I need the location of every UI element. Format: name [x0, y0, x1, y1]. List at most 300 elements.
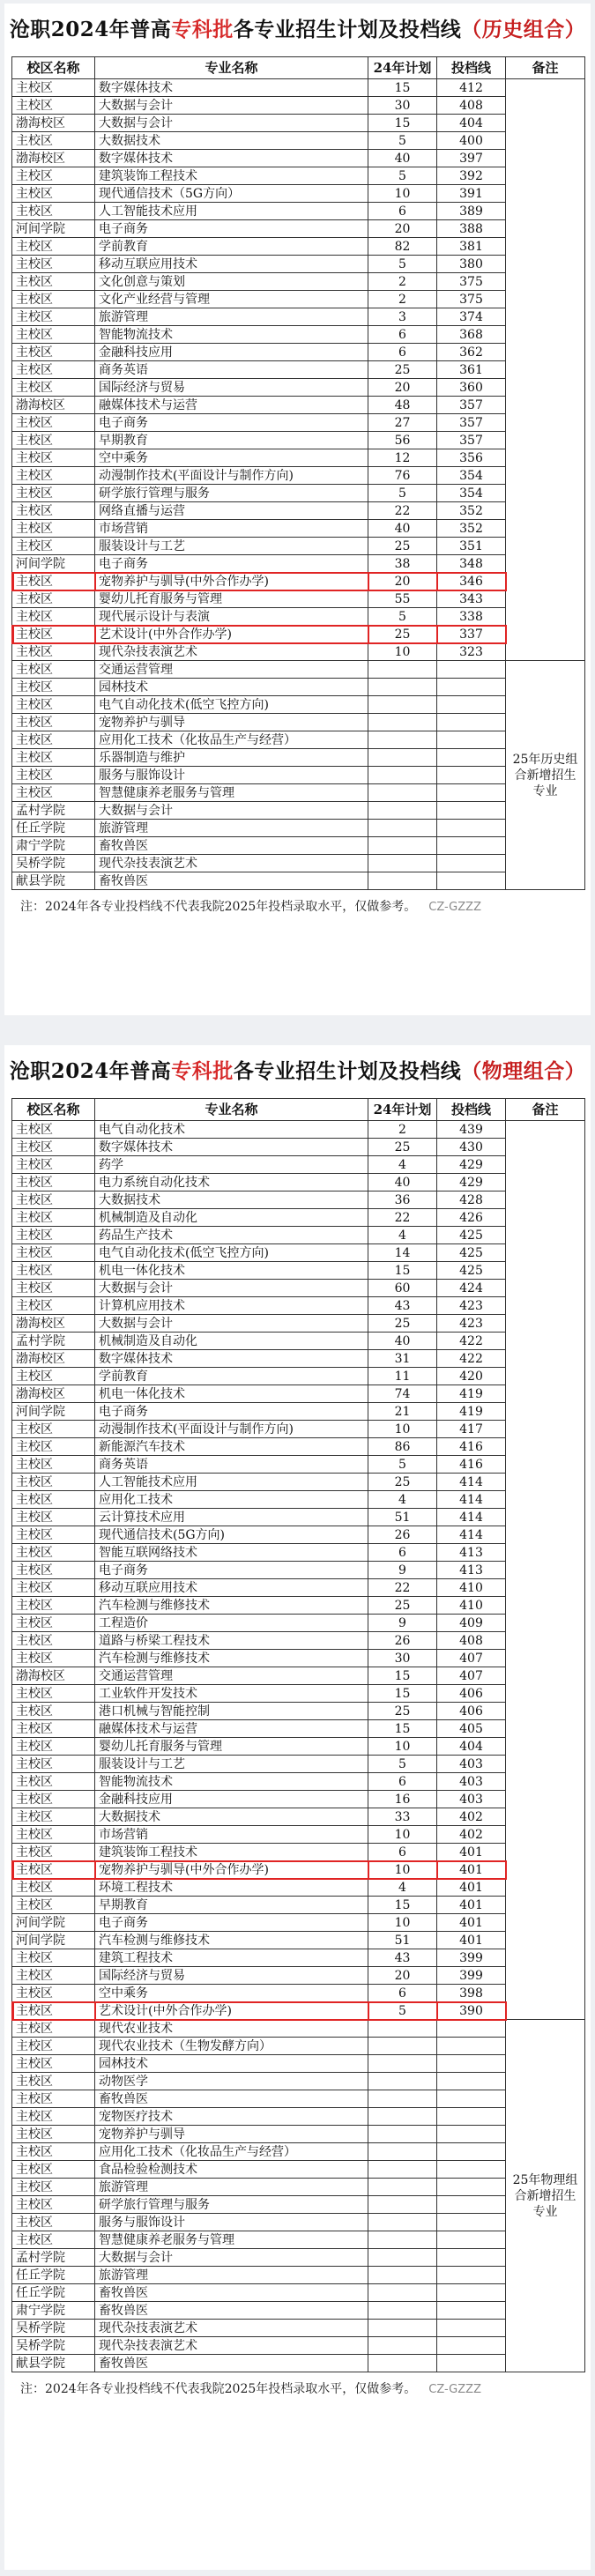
plan-cell: 40: [368, 1174, 437, 1191]
score-cell: 391: [437, 185, 506, 203]
table-row: [12, 555, 585, 573]
table-row: [12, 2143, 585, 2161]
campus-cell: 主校区: [12, 273, 95, 291]
campus-cell: 主校区: [12, 1438, 95, 1456]
table-body: [12, 79, 585, 890]
plan-cell: [368, 2249, 437, 2267]
plan-cell: 60: [368, 1280, 437, 1297]
campus-cell: 肃宁学院: [12, 2302, 95, 2320]
plan-cell: 15: [368, 1720, 437, 1738]
table-row: [12, 1544, 585, 1562]
table-row: [12, 273, 585, 291]
note-cell: [506, 1121, 585, 2020]
campus-cell: 主校区: [12, 1844, 95, 1861]
campus-cell: 主校区: [12, 679, 95, 696]
admission-table: [11, 56, 585, 890]
admission-table: [11, 1098, 585, 2372]
campus-cell: 吴桥学院: [12, 2337, 95, 2355]
major-cell: 国际经济与贸易: [95, 1967, 368, 1985]
major-cell: 畜牧兽医: [95, 2090, 368, 2108]
plan-cell: [368, 2320, 437, 2337]
score-cell: [437, 2214, 506, 2231]
table-row: [12, 714, 585, 731]
major-cell: 服务与服饰设计: [95, 767, 368, 784]
campus-cell: 主校区: [12, 1756, 95, 1773]
column-header-score: 投档线: [437, 57, 506, 79]
major-cell: 动漫制作技术(平面设计与制作方向): [95, 1421, 368, 1438]
score-cell: 402: [437, 1808, 506, 1826]
major-cell: 机电一体化技术: [95, 1385, 368, 1403]
table-row: [12, 2284, 585, 2302]
plan-cell: 36: [368, 1191, 437, 1209]
campus-cell: 主校区: [12, 1509, 95, 1526]
score-cell: 424: [437, 1280, 506, 1297]
major-cell: 现代杂技表演艺术: [95, 2337, 368, 2355]
major-cell: 动物医学: [95, 2073, 368, 2090]
major-cell: 机械制造及自动化: [95, 1209, 368, 1227]
score-cell: [437, 661, 506, 679]
campus-cell: 主校区: [12, 643, 95, 661]
table-row: [12, 1209, 585, 1227]
major-cell: 融媒体技术与运营: [95, 397, 368, 414]
plan-cell: 10: [368, 1861, 437, 1879]
campus-cell: 主校区: [12, 1209, 95, 1227]
plan-cell: 48: [368, 397, 437, 414]
plan-cell: [368, 2231, 437, 2249]
score-cell: 414: [437, 1474, 506, 1491]
major-cell: 融媒体技术与运营: [95, 1720, 368, 1738]
table-row: [12, 97, 585, 115]
campus-cell: 主校区: [12, 731, 95, 749]
score-cell: [437, 731, 506, 749]
plan-cell: [368, 2143, 437, 2161]
plan-cell: 82: [368, 238, 437, 256]
table-row: [12, 203, 585, 220]
score-cell: [437, 767, 506, 784]
campus-cell: 主校区: [12, 626, 95, 643]
score-cell: 412: [437, 79, 506, 97]
table-row: [12, 238, 585, 256]
major-cell: 服装设计与工艺: [95, 538, 368, 555]
plan-cell: [368, 855, 437, 872]
campus-cell: 孟村学院: [12, 2249, 95, 2267]
plan-cell: 5: [368, 167, 437, 185]
score-cell: 429: [437, 1174, 506, 1191]
score-cell: 357: [437, 414, 506, 432]
campus-cell: 肃宁学院: [12, 837, 95, 855]
campus-cell: 主校区: [12, 132, 95, 150]
table-row: [12, 2355, 585, 2372]
column-header-campus: 校区名称: [12, 57, 95, 79]
plan-cell: 5: [368, 256, 437, 273]
score-cell: 338: [437, 608, 506, 626]
plan-cell: 5: [368, 132, 437, 150]
table-row: [12, 1262, 585, 1280]
table-header-row: [12, 57, 585, 79]
campus-cell: 主校区: [12, 2020, 95, 2038]
major-cell: 交通运营管理: [95, 661, 368, 679]
score-cell: [437, 784, 506, 802]
score-cell: [437, 2090, 506, 2108]
plan-cell: [368, 2302, 437, 2320]
table-row: [12, 1474, 585, 1491]
plan-cell: 2: [368, 1121, 437, 1139]
major-cell: 畜牧兽医: [95, 872, 368, 890]
major-cell: 应用化工技术（化妆品生产与经营）: [95, 2143, 368, 2161]
major-cell: 港口机械与智能控制: [95, 1703, 368, 1720]
major-cell: 畜牧兽医: [95, 2284, 368, 2302]
plan-cell: [368, 2038, 437, 2055]
major-cell: 现代杂技表演艺术: [95, 2320, 368, 2337]
plan-cell: [368, 872, 437, 890]
score-cell: 419: [437, 1403, 506, 1421]
campus-cell: 主校区: [12, 1421, 95, 1438]
table-row: [12, 679, 585, 696]
plan-cell: [368, 837, 437, 855]
score-cell: 405: [437, 1720, 506, 1738]
plan-cell: [368, 661, 437, 679]
score-cell: 413: [437, 1544, 506, 1562]
table-row: [12, 1791, 585, 1808]
table-row: [12, 1244, 585, 1262]
table-row: [12, 397, 585, 414]
plan-cell: 10: [368, 1738, 437, 1756]
major-cell: 市场营销: [95, 1826, 368, 1844]
footnote: 注：2024年各专业投档线不代表我院2025年投档录取水平，仅做参考。 CZ-GZZZ: [20, 2382, 481, 2396]
campus-cell: 主校区: [12, 1738, 95, 1756]
score-cell: [437, 679, 506, 696]
plan-cell: 6: [368, 203, 437, 220]
major-cell: 旅游管理: [95, 2267, 368, 2284]
major-cell: 婴幼儿托育服务与管理: [95, 590, 368, 608]
plan-cell: 30: [368, 1650, 437, 1667]
table-row: [12, 573, 585, 590]
campus-cell: 主校区: [12, 1773, 95, 1791]
campus-cell: 主校区: [12, 1791, 95, 1808]
campus-cell: 主校区: [12, 414, 95, 432]
major-cell: 人工智能技术应用: [95, 203, 368, 220]
major-cell: 现代通信技术(5G方向): [95, 1526, 368, 1544]
table-row: [12, 731, 585, 749]
plan-cell: 4: [368, 1879, 437, 1897]
score-cell: 389: [437, 203, 506, 220]
major-cell: 空中乘务: [95, 449, 368, 467]
table-row: [12, 2179, 585, 2196]
major-cell: 大数据与会计: [95, 1315, 368, 1333]
major-cell: 学前教育: [95, 238, 368, 256]
score-cell: 429: [437, 1156, 506, 1174]
table-row: [12, 643, 585, 661]
major-cell: 环境工程技术: [95, 1879, 368, 1897]
major-cell: 现代农业技术（生物发酵方向）: [95, 2038, 368, 2055]
table-row: [12, 1333, 585, 1350]
score-cell: [437, 2284, 506, 2302]
table-row: [12, 2320, 585, 2337]
plan-cell: 14: [368, 1244, 437, 1262]
campus-cell: 任丘学院: [12, 820, 95, 837]
table-row: [12, 432, 585, 449]
table-row: [12, 2090, 585, 2108]
plan-cell: 6: [368, 1544, 437, 1562]
score-cell: 392: [437, 167, 506, 185]
plan-cell: [368, 714, 437, 731]
campus-cell: 主校区: [12, 485, 95, 502]
plan-cell: 15: [368, 1897, 437, 1914]
major-cell: 国际经济与贸易: [95, 379, 368, 397]
major-cell: 研学旅行管理与服务: [95, 485, 368, 502]
campus-cell: 孟村学院: [12, 802, 95, 820]
score-cell: 360: [437, 379, 506, 397]
score-cell: 425: [437, 1227, 506, 1244]
major-cell: 宠物养护与驯导: [95, 714, 368, 731]
score-cell: [437, 2249, 506, 2267]
score-cell: [437, 802, 506, 820]
plan-cell: 15: [368, 1667, 437, 1685]
major-cell: 乐器制造与维护: [95, 749, 368, 767]
score-cell: [437, 2126, 506, 2143]
plan-cell: [368, 2073, 437, 2090]
major-cell: 数字媒体技术: [95, 1350, 368, 1368]
major-cell: 文化产业经营与管理: [95, 291, 368, 308]
plan-cell: 4: [368, 1156, 437, 1174]
table-row: [12, 1985, 585, 2002]
table-row: [12, 467, 585, 485]
campus-cell: 主校区: [12, 2073, 95, 2090]
campus-cell: 河间学院: [12, 220, 95, 238]
campus-cell: 主校区: [12, 1544, 95, 1562]
campus-cell: 主校区: [12, 432, 95, 449]
score-cell: 346: [437, 573, 506, 590]
major-cell: 宠物医疗技术: [95, 2108, 368, 2126]
score-cell: [437, 696, 506, 714]
plan-cell: 25: [368, 1703, 437, 1720]
table-row: [12, 1597, 585, 1615]
major-cell: 电子商务: [95, 1403, 368, 1421]
plan-cell: 25: [368, 626, 437, 643]
campus-cell: 献县学院: [12, 872, 95, 890]
table-row: [12, 661, 585, 679]
campus-cell: 主校区: [12, 502, 95, 520]
campus-cell: 主校区: [12, 2143, 95, 2161]
plan-cell: 74: [368, 1385, 437, 1403]
score-cell: 404: [437, 115, 506, 132]
plan-cell: [368, 696, 437, 714]
major-cell: 金融科技应用: [95, 1791, 368, 1808]
table-row: [12, 1879, 585, 1897]
campus-cell: 主校区: [12, 185, 95, 203]
major-cell: 旅游管理: [95, 2179, 368, 2196]
campus-cell: 主校区: [12, 1808, 95, 1826]
campus-cell: 主校区: [12, 1579, 95, 1597]
plan-cell: 5: [368, 1756, 437, 1773]
campus-cell: 主校区: [12, 1456, 95, 1474]
major-cell: 数字媒体技术: [95, 79, 368, 97]
major-cell: 艺术设计(中外合作办学): [95, 626, 368, 643]
table-row: [12, 1121, 585, 1139]
table-row: [12, 855, 585, 872]
column-header-plan: 24年计划: [368, 1099, 437, 1121]
campus-cell: 主校区: [12, 1562, 95, 1579]
table-row: [12, 2038, 585, 2055]
major-cell: 园林技术: [95, 2055, 368, 2073]
table-row: [12, 1156, 585, 1174]
major-cell: 智慧健康养老服务与管理: [95, 784, 368, 802]
major-cell: 服务与服饰设计: [95, 2214, 368, 2231]
table-row: [12, 150, 585, 167]
table-row: [12, 379, 585, 397]
campus-cell: 主校区: [12, 538, 95, 555]
score-cell: [437, 2196, 506, 2214]
score-cell: 352: [437, 520, 506, 538]
table-row: [12, 538, 585, 555]
score-cell: 417: [437, 1421, 506, 1438]
score-cell: 374: [437, 308, 506, 326]
plan-cell: 22: [368, 1579, 437, 1597]
campus-cell: 主校区: [12, 1615, 95, 1632]
major-cell: 旅游管理: [95, 308, 368, 326]
major-cell: 大数据与会计: [95, 115, 368, 132]
campus-cell: 河间学院: [12, 1403, 95, 1421]
score-cell: 402: [437, 1826, 506, 1844]
campus-cell: 主校区: [12, 1174, 95, 1191]
table-row: [12, 414, 585, 432]
table-row: [12, 449, 585, 467]
plan-cell: 55: [368, 590, 437, 608]
major-cell: 现代展示设计与表演: [95, 608, 368, 626]
campus-cell: 主校区: [12, 1156, 95, 1174]
score-cell: 388: [437, 220, 506, 238]
plan-cell: [368, 2161, 437, 2179]
major-cell: 应用化工技术: [95, 1491, 368, 1509]
column-header-major: 专业名称: [95, 57, 368, 79]
score-cell: 407: [437, 1667, 506, 1685]
plan-cell: 15: [368, 1685, 437, 1703]
campus-cell: 主校区: [12, 784, 95, 802]
table-row: [12, 326, 585, 344]
table-row: [12, 2020, 585, 2038]
table-row: [12, 1579, 585, 1597]
plan-cell: 5: [368, 2002, 437, 2020]
plan-cell: [368, 2284, 437, 2302]
table-row: [12, 1949, 585, 1967]
score-cell: 398: [437, 1985, 506, 2002]
table-row: [12, 872, 585, 890]
plan-cell: 56: [368, 432, 437, 449]
major-cell: 商务英语: [95, 361, 368, 379]
table-row: [12, 361, 585, 379]
history-panel: [4, 4, 591, 1015]
plan-cell: 25: [368, 538, 437, 555]
campus-cell: 主校区: [12, 256, 95, 273]
score-cell: 343: [437, 590, 506, 608]
table-row: [12, 2267, 585, 2284]
score-cell: 354: [437, 467, 506, 485]
major-cell: 人工智能技术应用: [95, 1474, 368, 1491]
plan-cell: [368, 2267, 437, 2284]
score-cell: [437, 2231, 506, 2249]
plan-cell: 40: [368, 1333, 437, 1350]
table-row: [12, 2337, 585, 2355]
campus-cell: 任丘学院: [12, 2267, 95, 2284]
score-cell: [437, 2179, 506, 2196]
campus-cell: 主校区: [12, 1227, 95, 1244]
column-header-campus: 校区名称: [12, 1099, 95, 1121]
table-row: [12, 1650, 585, 1667]
campus-cell: 主校区: [12, 1703, 95, 1720]
table-row: [12, 1720, 585, 1738]
plan-cell: 10: [368, 1826, 437, 1844]
score-cell: 400: [437, 132, 506, 150]
table-row: [12, 837, 585, 855]
plan-cell: 16: [368, 1791, 437, 1808]
major-cell: 早期教育: [95, 432, 368, 449]
score-cell: 422: [437, 1350, 506, 1368]
major-cell: 电子商务: [95, 1562, 368, 1579]
major-cell: 金融科技应用: [95, 344, 368, 361]
score-cell: 423: [437, 1315, 506, 1333]
score-cell: 425: [437, 1244, 506, 1262]
plan-cell: [368, 749, 437, 767]
table-row: [12, 1932, 585, 1949]
new-major-note: 25年历史组合新增招生专业: [506, 661, 585, 890]
table-row: [12, 2108, 585, 2126]
score-cell: 401: [437, 1861, 506, 1879]
table-row: [12, 820, 585, 837]
table-row: [12, 2161, 585, 2179]
plan-cell: 25: [368, 1597, 437, 1615]
campus-cell: 河间学院: [12, 1914, 95, 1932]
campus-cell: 主校区: [12, 2126, 95, 2143]
table-row: [12, 1914, 585, 1932]
major-cell: 交通运营管理: [95, 1667, 368, 1685]
campus-cell: 渤海校区: [12, 1385, 95, 1403]
score-cell: 403: [437, 1791, 506, 1808]
table-row: [12, 802, 585, 820]
score-cell: [437, 872, 506, 890]
score-cell: 416: [437, 1438, 506, 1456]
table-row: [12, 1509, 585, 1526]
campus-cell: 主校区: [12, 1262, 95, 1280]
table-row: [12, 1861, 585, 1879]
major-cell: 工程造价: [95, 1615, 368, 1632]
plan-cell: 15: [368, 1262, 437, 1280]
panel-title: 沧职2024年普高专科批各专业招生计划及投档线（物理组合）: [9, 1059, 586, 1083]
plan-cell: 20: [368, 1967, 437, 1985]
table-row: [12, 1174, 585, 1191]
campus-cell: 主校区: [12, 79, 95, 97]
plan-cell: 20: [368, 573, 437, 590]
score-cell: [437, 749, 506, 767]
score-cell: [437, 2355, 506, 2372]
score-cell: [437, 714, 506, 731]
major-cell: 药品生产技术: [95, 1227, 368, 1244]
campus-cell: 主校区: [12, 467, 95, 485]
score-cell: 426: [437, 1209, 506, 1227]
score-cell: [437, 2161, 506, 2179]
score-cell: [437, 2302, 506, 2320]
plan-cell: 2: [368, 273, 437, 291]
campus-cell: 主校区: [12, 590, 95, 608]
plan-cell: 31: [368, 1350, 437, 1368]
score-cell: 352: [437, 502, 506, 520]
campus-cell: 主校区: [12, 1650, 95, 1667]
table-row: [12, 2073, 585, 2090]
campus-cell: 主校区: [12, 1244, 95, 1262]
plan-cell: 5: [368, 608, 437, 626]
campus-cell: 主校区: [12, 1949, 95, 1967]
table-row: [12, 185, 585, 203]
table-row: [12, 2302, 585, 2320]
